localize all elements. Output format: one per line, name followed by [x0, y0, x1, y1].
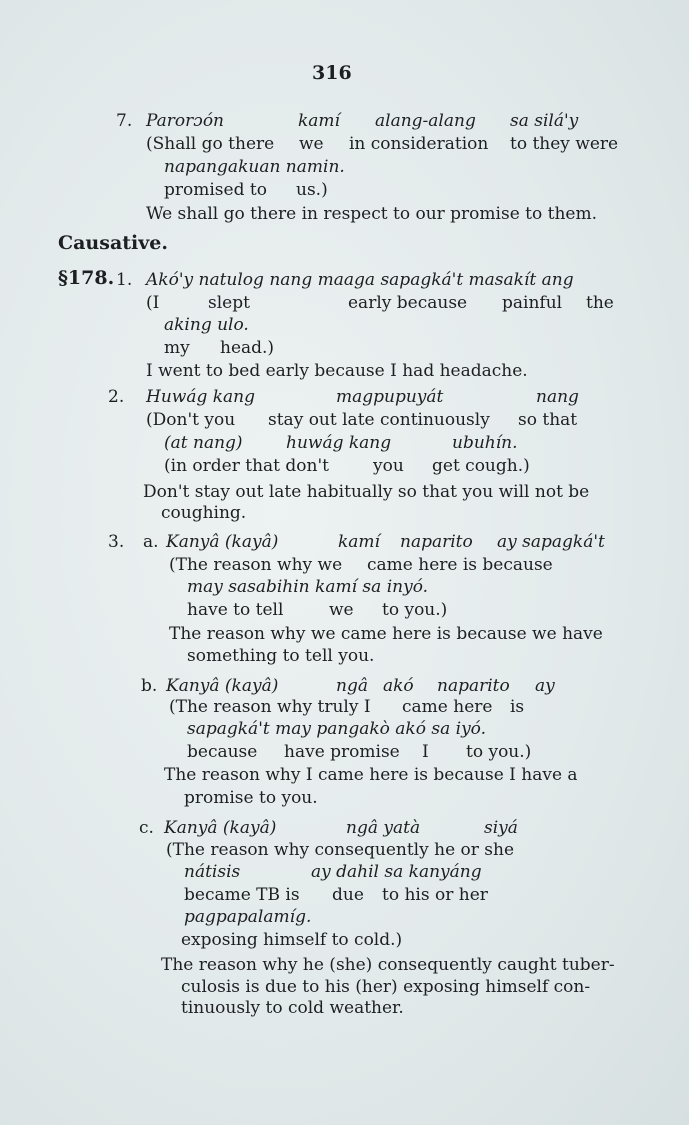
tagalog-word: Kanyâ (kayâ): [166, 532, 279, 552]
gloss-word: in consideration: [349, 134, 489, 154]
tagalog-word: ay sapagká't: [497, 532, 605, 552]
gloss-word: (The reason why we: [169, 555, 343, 575]
translation: something to tell you.: [187, 646, 375, 666]
tagalog-word: sa silá'y: [510, 111, 579, 131]
section-heading: Causative.: [58, 232, 168, 254]
gloss-word: (Don't you: [146, 410, 236, 430]
tagalog-word: nang: [536, 387, 579, 407]
gloss-word: head.): [220, 338, 275, 358]
tagalog-word: siyá: [484, 818, 518, 838]
translation: tinuously to cold weather.: [181, 998, 404, 1018]
tagalog-line: napangakuan namin.: [164, 157, 345, 177]
gloss-word: have promise: [284, 742, 400, 762]
gloss-word: (I: [146, 293, 160, 313]
example-number: 3.: [108, 532, 125, 552]
gloss-word: because: [187, 742, 258, 762]
sub-label: c.: [139, 818, 154, 838]
gloss-word: to you.): [466, 742, 532, 762]
gloss-word: is: [510, 697, 525, 717]
gloss-word: promised to: [164, 180, 267, 200]
gloss-word: so that: [518, 410, 578, 430]
translation: promise to you.: [184, 788, 318, 808]
tagalog-word: Kanyâ (kayâ): [166, 676, 279, 696]
gloss-word: stay out late continuously: [268, 410, 490, 430]
gloss-line: (The reason why consequently he or she: [166, 840, 515, 860]
gloss-word: we: [299, 134, 324, 154]
example-number: 7.: [116, 111, 133, 131]
tagalog-word: Parorɔón: [146, 111, 225, 131]
tagalog-line: sapagká't may pangakò akó sa iyó.: [187, 719, 487, 739]
tagalog-word: alang-alang: [375, 111, 476, 131]
translation: culosis is due to his (her) exposing himself con-: [181, 977, 591, 997]
tagalog-word: ngâ yatà: [346, 818, 421, 838]
gloss-word: you: [373, 456, 404, 476]
sub-label: a.: [143, 532, 159, 552]
translation: The reason why he (she) consequently caught tuber-: [161, 955, 615, 975]
tagalog-word: kamí: [298, 111, 340, 131]
gloss-word: I: [422, 742, 429, 762]
page-number: 316: [312, 62, 352, 84]
tagalog-line: aking ulo.: [164, 315, 249, 335]
example-number: 2.: [108, 387, 125, 407]
gloss-word: painful: [502, 293, 563, 313]
gloss-word: (Shall go there: [146, 134, 275, 154]
tagalog-line: Akó'y natulog nang maaga sapagká't masakít ang: [146, 270, 574, 290]
gloss-word: slept: [208, 293, 250, 313]
gloss-word: the: [586, 293, 614, 313]
gloss-word: we: [329, 600, 354, 620]
tagalog-line: may sasabihin kamí sa inyó.: [187, 577, 429, 597]
section-number: §178.: [58, 267, 115, 289]
tagalog-word: ngâ: [336, 676, 368, 696]
tagalog-word: Huwág kang: [146, 387, 256, 407]
tagalog-word: (at nang): [164, 433, 243, 453]
gloss-word: have to tell: [187, 600, 284, 620]
tagalog-word: nátisis: [184, 862, 241, 882]
gloss-word: get cough.): [432, 456, 530, 476]
gloss-word: to you.): [382, 600, 448, 620]
gloss-word: to they were: [510, 134, 619, 154]
gloss-word: due: [332, 885, 364, 905]
tagalog-line: pagpapalamíg.: [184, 907, 312, 927]
tagalog-word: ubuhín.: [452, 433, 518, 453]
gloss-word: to his or her: [382, 885, 488, 905]
translation: The reason why we came here is because we have: [169, 624, 603, 644]
example-number: 1.: [116, 270, 133, 290]
translation: Don't stay out late habitually so that you will not be: [143, 482, 590, 502]
gloss-word: my: [164, 338, 190, 358]
tagalog-word: kamí: [338, 532, 380, 552]
translation: I went to bed early because I had headache.: [146, 361, 528, 381]
sub-label: b.: [141, 676, 158, 696]
tagalog-word: ay dahil sa kanyáng: [311, 862, 482, 882]
tagalog-word: Kanyâ (kayâ): [164, 818, 277, 838]
gloss-word: us.): [296, 180, 328, 200]
tagalog-word: ay: [535, 676, 555, 696]
gloss-word: came here is because: [367, 555, 553, 575]
gloss-word: (in order that don't: [164, 456, 329, 476]
translation: The reason why I came here is because I have a: [164, 765, 578, 785]
gloss-line: exposing himself to cold.): [181, 930, 403, 950]
translation: coughing.: [161, 503, 247, 523]
gloss-word: came here: [402, 697, 493, 717]
translation: We shall go there in respect to our promise to them.: [146, 204, 597, 224]
gloss-word: became TB is: [184, 885, 300, 905]
tagalog-word: huwág kang: [286, 433, 392, 453]
tagalog-word: magpupuyát: [336, 387, 444, 407]
tagalog-word: akó: [383, 676, 414, 696]
tagalog-word: naparito: [437, 676, 510, 696]
gloss-word: (The reason why truly I: [169, 697, 371, 717]
gloss-word: early because: [348, 293, 468, 313]
tagalog-word: naparito: [400, 532, 473, 552]
